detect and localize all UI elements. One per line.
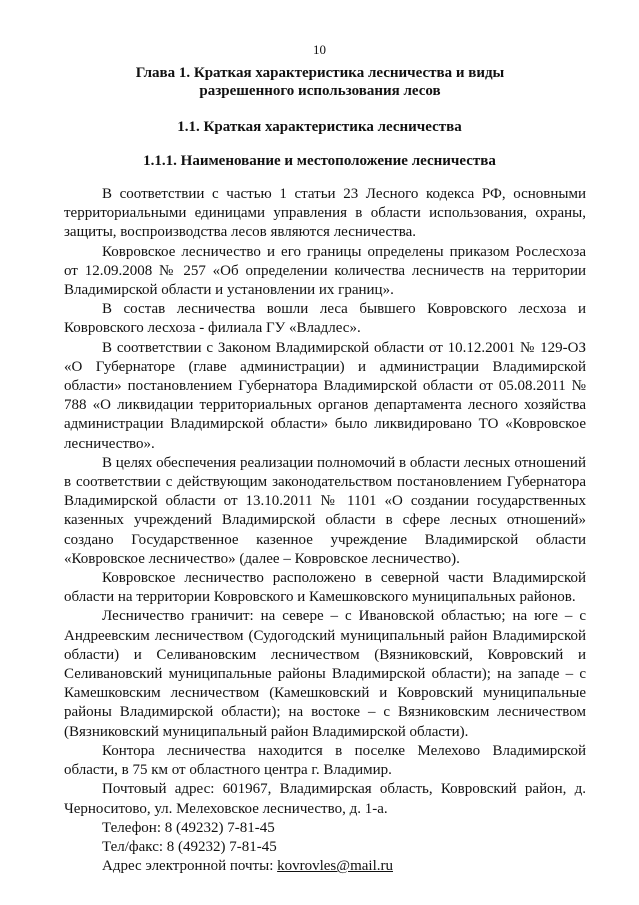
phone-line: Телефон: 8 (49232) 7-81-45 (102, 819, 275, 836)
chapter-title: Глава 1. Краткая характеристика лесничества и виды разрешенного использования лесов (135, 65, 505, 99)
paragraph-borders: Лесничество граничит: на севере – с Ивановской областью; на юге – с Андреевским лесничеством (Судогодский муниципальный район Владимирской области) и Селивановским лесничеством (Вязниковский, Ковровский и Селивановский муниципальные районы Владимирской области); на западе – с Камешковским лесничеством (Камешковский и Ковровский муниципальные районы Владимирской области); на востоке – с Вязниковским лесничеством (Вязниковский муниципальный район Владимирской области). (64, 608, 586, 740)
section-title: 1.1. Краткая характеристика лесничества (177, 119, 462, 135)
paragraph-forestry-composition: В состав лесничества вошли леса бывшего Ковровского лесхоза и Ковровского лесхоза - филиала ГУ «Владлес». (64, 301, 586, 337)
paragraph-liquidation: В соответствии с Законом Владимирской области от 10.12.2001 № 129-ОЗ «О Губернаторе (главе администрации) и администрации Владимирской области» постановлением Губернатора Владимирской области от 05.08.2011 № 788 «О ликвидации территориальных органов департамента лесного хозяйства администрации Владимирской области» было ликвидировано ТО «Ковровское лесничество». (64, 339, 586, 452)
email-line (64, 857, 586, 876)
email-label: Адрес электронной почты: (102, 858, 278, 875)
paragraph-office-location: Контора лесничества находится в поселке Мелехово Владимирской области, в 75 км от областного центра г. Владимир. (64, 742, 586, 779)
paragraph-establishment: В целях обеспечения реализации полномочий в области лесных отношений в соответствии с действующим законодательством постановлением Губернатора Владимирской области от 13.10.2011 № 1101 «О создании государственных казенных учреждений Владимирской области в сфере лесных отношений» создано Государственное казенное учреждение Владимирской области «Ковровское лесничество» (далее – Ковровское лесничество). (64, 454, 586, 567)
document-body (64, 185, 586, 876)
paragraph-forestry-legal-basis: В соответствии с частью 1 статьи 23 Лесного кодекса РФ, основными территориальными единицами управления в области использования, охраны, защиты, воспроизводства лесов являются лесничества. (64, 186, 586, 241)
subsection-title: 1.1.1. Наименование и местоположение лесничества (143, 153, 496, 169)
paragraph-location: Ковровское лесничество расположено в северной части Владимирской области на территории Ковровского и Камешковского муниципальных районов. (64, 570, 586, 606)
fax-line: Тел/факс: 8 (49232) 7-81-45 (102, 838, 277, 855)
email-link[interactable]: kovrovles@mail.ru (277, 858, 393, 875)
paragraph-forestry-boundaries: Ковровское лесничество и его границы определены приказом Рослесхоза от 12.09.2008 № 257 «Об определении количества лесничеств на территории Владимирской области и установлении их границ». (64, 243, 586, 299)
page-number: 10 (313, 42, 326, 57)
paragraph-postal-address: Почтовый адрес: 601967, Владимирская область, Ковровский район, д. Черноситово, ул. Мелеховское лесничество, д. 1-а. (64, 781, 586, 817)
